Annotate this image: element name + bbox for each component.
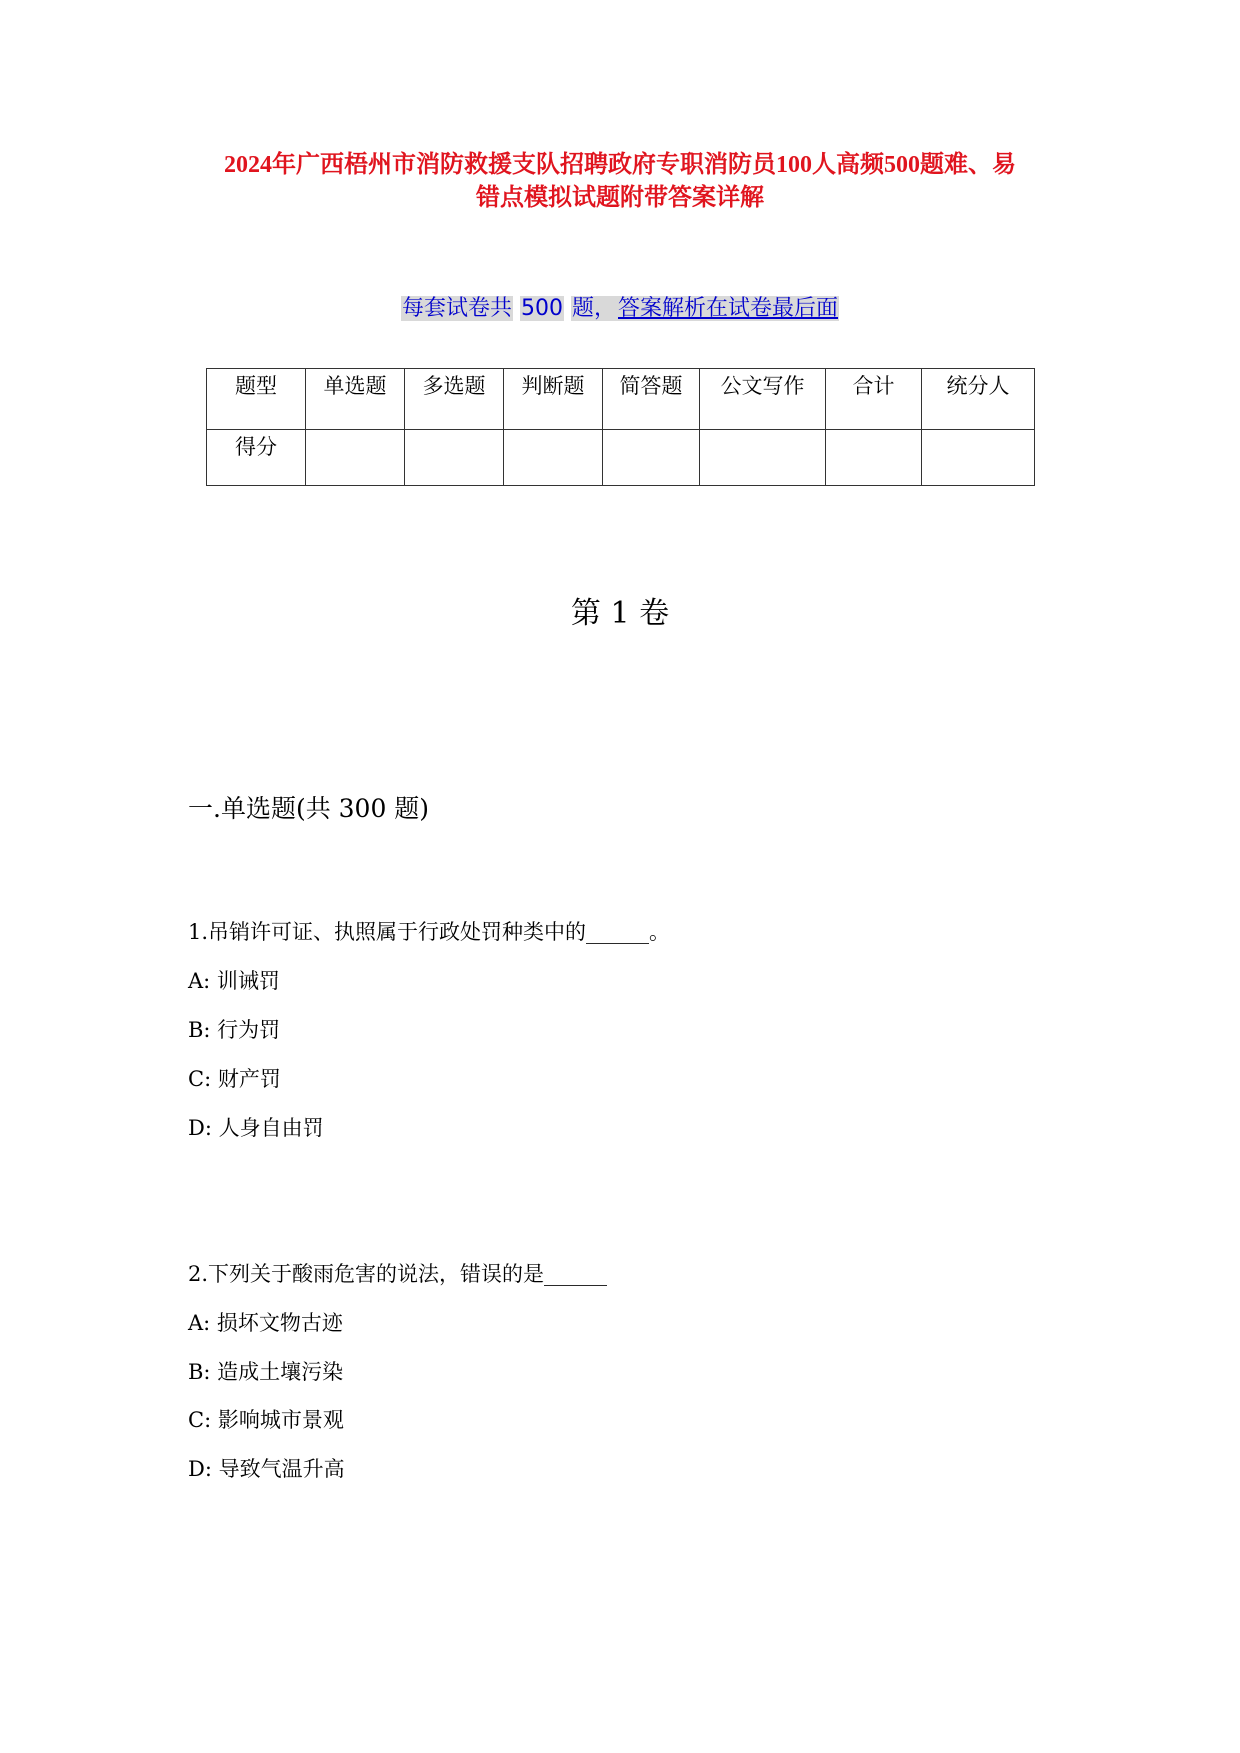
score-cell-short-answer[interactable] — [603, 430, 700, 486]
score-cell-total[interactable] — [826, 430, 922, 486]
score-cell-single-choice[interactable] — [306, 430, 405, 486]
option-c: C: 财产罚 — [188, 1067, 281, 1091]
table-cell: 题型 — [207, 369, 306, 430]
option-a: A: 损坏文物古迹 — [188, 1311, 343, 1335]
subtitle-text-1: 每套试卷共 — [401, 296, 512, 321]
table-cell: 判断题 — [504, 369, 603, 430]
question-stem: 2.下列关于酸雨危害的说法，错误的是______ — [188, 1262, 608, 1286]
score-cell-true-false[interactable] — [504, 430, 603, 486]
table-cell: 得分 — [207, 430, 306, 486]
document-title-line-2: 错点模拟试题附带答案详解 — [476, 185, 764, 211]
option-d: D: 导致气温升高 — [188, 1457, 345, 1481]
question-stem: 1.吊销许可证、执照属于行政处罚种类中的______。 — [188, 920, 671, 944]
subtitle-notice — [0, 293, 1240, 325]
option-b: B: 造成土壤污染 — [188, 1360, 344, 1384]
section-heading-single-choice: 一.单选题(共 300 题) — [188, 794, 430, 823]
score-cell-multiple-choice[interactable] — [405, 430, 504, 486]
subtitle-text-2: 题， — [571, 296, 616, 321]
volume-title: 第 1 卷 — [570, 596, 670, 631]
table-cell: 单选题 — [306, 369, 405, 430]
table-cell: 合计 — [826, 369, 922, 430]
option-a: A: 训诫罚 — [188, 969, 280, 993]
score-cell-scorer[interactable] — [922, 430, 1035, 486]
score-table — [206, 368, 1035, 486]
table-cell: 多选题 — [405, 369, 504, 430]
score-cell-official-writing[interactable] — [700, 430, 826, 486]
option-c: C: 影响城市景观 — [188, 1408, 344, 1432]
score-table-header-row — [207, 369, 1035, 430]
table-cell: 简答题 — [603, 369, 700, 430]
score-table-score-row — [207, 430, 1035, 486]
table-cell: 公文写作 — [700, 369, 826, 430]
subtitle-question-count: 500 — [520, 296, 563, 321]
answer-analysis-link[interactable]: 答案解析在试卷最后面 — [618, 296, 839, 321]
option-d: D: 人身自由罚 — [188, 1116, 324, 1140]
table-cell: 统分人 — [922, 369, 1035, 430]
option-b: B: 行为罚 — [188, 1018, 281, 1042]
document-title-line-1: 2024年广西梧州市消防救援支队招聘政府专职消防员100人高频500题难、易 — [224, 152, 1016, 178]
